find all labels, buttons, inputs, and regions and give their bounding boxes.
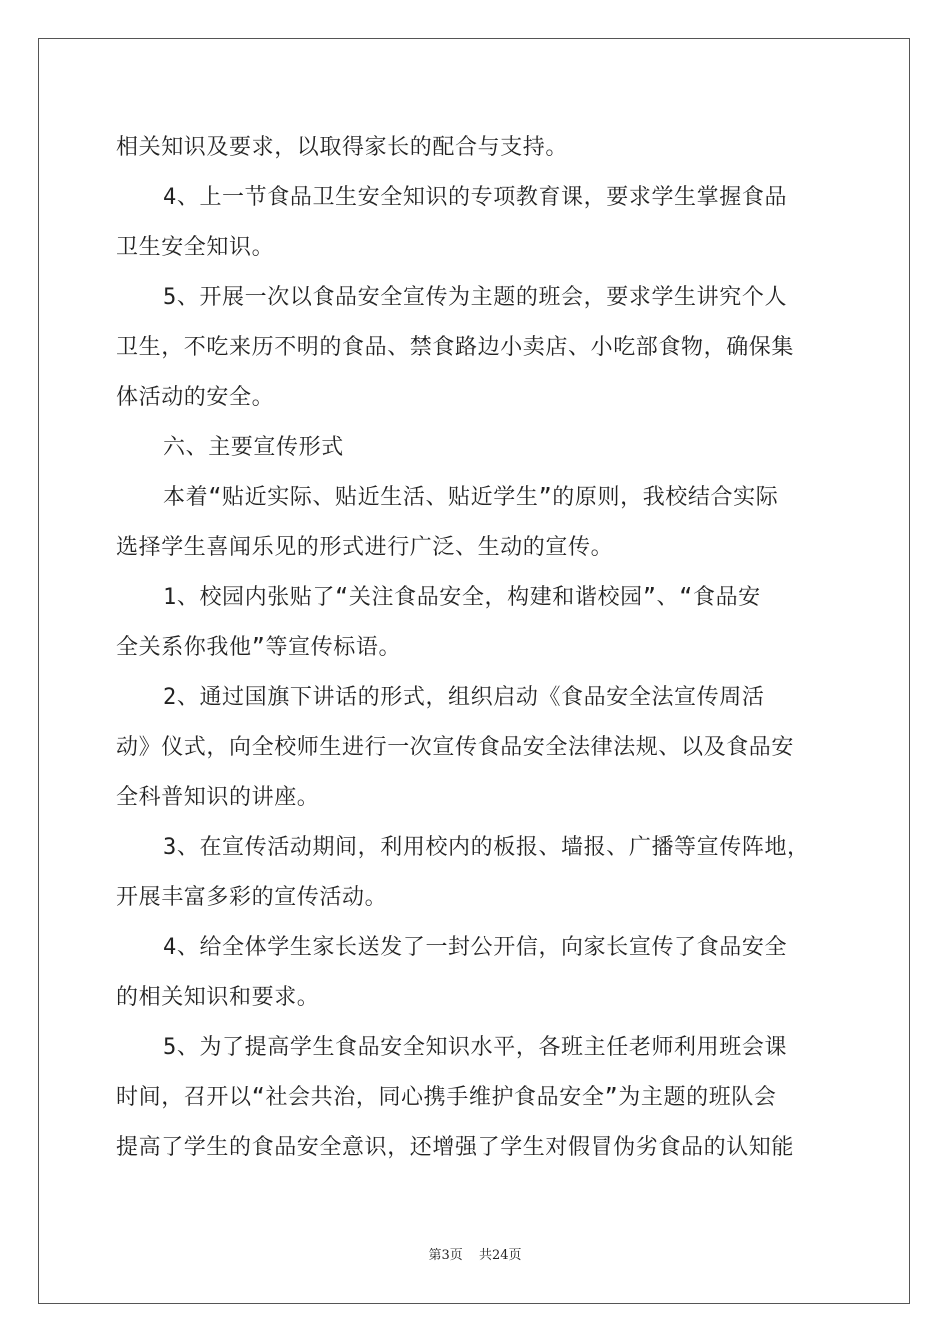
text-line: 3、在宣传活动期间，利用校内的板报、墙报、广播等宣传阵地， <box>163 835 810 860</box>
text-line: 动》仪式，向全校师生进行一次宣传食品安全法律法规、以及食品安 <box>116 735 795 760</box>
page-border <box>38 38 910 1304</box>
text-line: 全关系你我他”等宣传标语。 <box>116 635 402 660</box>
text-line: 全科普知识的讲座。 <box>116 785 320 810</box>
text-line: 相关知识及要求，以取得家长的配合与支持。 <box>116 135 569 160</box>
text-line: 体活动的安全。 <box>116 385 275 410</box>
text-line: 开展丰富多彩的宣传活动。 <box>116 885 388 910</box>
text-line: 选择学生喜闻乐见的形式进行广泛、生动的宣传。 <box>116 535 614 560</box>
text-line: 的相关知识和要求。 <box>116 985 320 1010</box>
text-line: 卫生安全知识。 <box>116 235 275 260</box>
text-line: 1、校园内张贴了“关注食品安全，构建和谐校园”、“食品安 <box>163 585 761 610</box>
text-line: 5、开展一次以食品安全宣传为主题的班会，要求学生讲究个人 <box>163 285 788 310</box>
text-line: 4、上一节食品卫生安全知识的专项教育课，要求学生掌握食品 <box>163 185 788 210</box>
text-line: 卫生，不吃来历不明的食品、禁食路边小卖店、小吃部食物，确保集 <box>116 335 795 360</box>
text-line: 本着“贴近实际、贴近生活、贴近学生”的原则，我校结合实际 <box>163 485 779 510</box>
text-line: 时间，召开以“社会共治，同心携手维护食品安全”为主题的班队会 <box>116 1085 777 1110</box>
text-line: 4、给全体学生家长送发了一封公开信，向家长宣传了食品安全 <box>163 935 788 960</box>
page-total: 共24页 <box>478 1248 522 1263</box>
page-footer <box>0 1244 950 1263</box>
text-line: 2、通过国旗下讲话的形式，组织启动《食品安全法宣传周活 <box>163 685 765 710</box>
section-heading: 六、主要宣传形式 <box>163 435 344 460</box>
page-number: 第3页 <box>428 1248 463 1263</box>
text-line: 提高了学生的食品安全意识，还增强了学生对假冒伪劣食品的认知能 <box>116 1135 795 1160</box>
text-line: 5、为了提高学生食品安全知识水平，各班主任老师利用班会课 <box>163 1035 788 1060</box>
